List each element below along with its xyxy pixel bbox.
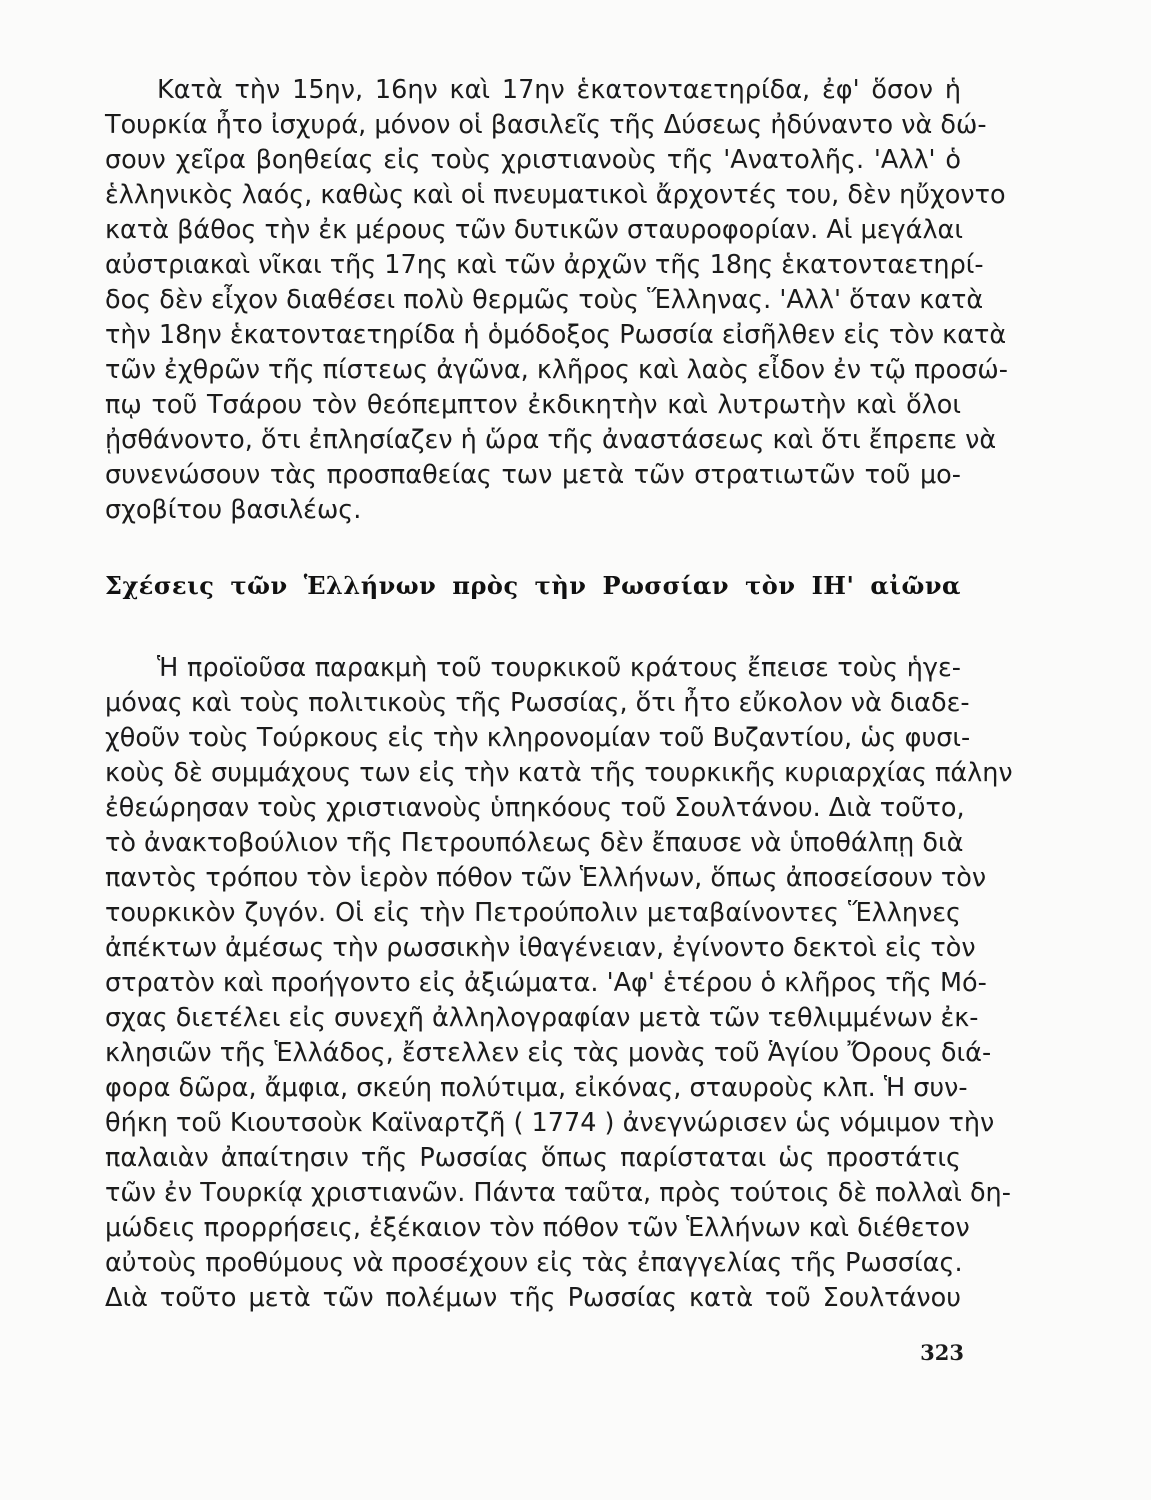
- text-line: ἀπέκτων ἀμέσως τὴν ρωσσικὴν ἰθαγένειαν, ἐγίνοντο δεκτοὶ εἰς τὸν: [105, 933, 976, 963]
- text-line: κατὰ βάθος τὴν ἐκ μέρους τῶν δυτικῶν σταυροφορίαν. Αἱ μεγάλαι: [105, 215, 963, 245]
- text-line: ἑλληνικὸς λαός, καθὼς καὶ οἱ πνευματικοὶ ἄρχοντές του, δὲν ηὔχοντο: [105, 180, 1006, 210]
- text-line: θήκη τοῦ Κιουτσοὺκ Καϊναρτζῆ ( 1774 ) ἀνεγνώρισεν ὡς νόμιμον τὴν: [105, 1108, 995, 1138]
- paragraph-intro: [105, 73, 1008, 528]
- text-line: μόνας καὶ τοὺς πολιτικοὺς τῆς Ρωσσίας, ὅτι ἦτο εὔκολον νὰ διαδε-: [105, 688, 970, 718]
- text-line: δος δὲν εἶχον διαθέσει πολὺ θερμῶς τοὺς Ἕλληνας. 'Αλλ' ὅταν κατὰ: [105, 285, 984, 315]
- text-line: συνενώσουν τὰς προσπαθείας των μετὰ τῶν στρατιωτῶν τοῦ μο-: [105, 460, 961, 490]
- text-line: αὐστριακαὶ νῖκαι τῆς 17ης καὶ τῶν ἀρχῶν τῆς 18ης ἑκατονταετηρί-: [105, 250, 984, 280]
- text-line: Κατὰ τὴν 15ην, 16ην καὶ 17ην ἑκατονταετηρίδα, ἐφ' ὅσον ἡ: [157, 75, 961, 105]
- text-line: τὸ ἀνακτοβούλιον τῆς Πετρουπόλεως δὲν ἔπαυσε νὰ ὑποθάλπῃ διὰ: [105, 828, 964, 858]
- text-line: φορα δῶρα, ἄμφια, σκεύη πολύτιμα, εἰκόνας, σταυροὺς κλπ. Ἡ συν-: [105, 1073, 968, 1103]
- section-heading: Σχέσεις τῶν Ἑλλήνων πρὸς τὴν Ρωσσίαν τὸν ΙΗ' αἰῶνα: [105, 571, 961, 600]
- text-line: κοὺς δὲ συμμάχους των εἰς τὴν κατὰ τῆς τουρκικῆς κυριαρχίας πάλην: [105, 758, 1013, 788]
- text-line: αὐτοὺς προθύμους νὰ προσέχουν εἰς τὰς ἐπαγγελίας τῆς Ρωσσίας.: [105, 1248, 963, 1278]
- text-line: Ἡ προϊοῦσα παρακμὴ τοῦ τουρκικοῦ κράτους ἔπεισε τοὺς ἡγε-: [157, 653, 961, 683]
- text-line: τουρκικὸν ζυγόν. Οἱ εἰς τὴν Πετρούπολιν μεταβαίνοντες Ἕλληνες: [105, 898, 961, 928]
- text-line: σουν χεῖρα βοηθείας εἰς τοὺς χριστιανοὺς τῆς 'Ανατολῆς. 'Αλλ' ὁ: [105, 145, 961, 175]
- paragraph-main: [105, 651, 1013, 1316]
- text-line: σχας διετέλει εἰς συνεχῆ ἀλληλογραφίαν μετὰ τῶν τεθλιμμένων ἐκ-: [105, 1003, 979, 1033]
- text-line: τὴν 18ην ἑκατονταετηρίδα ἡ ὁμόδοξος Ρωσσία εἰσῆλθεν εἰς τὸν κατὰ: [105, 320, 1007, 350]
- text-line: χθοῦν τοὺς Τούρκους εἰς τὴν κληρονομίαν τοῦ Βυζαντίου, ὡς φυσι-: [105, 723, 971, 753]
- text-line: πῳ τοῦ Τσάρου τὸν θεόπεμπτον ἐκδικητὴν καὶ λυτρωτὴν καὶ ὅλοι: [105, 390, 961, 420]
- text-line: παλαιὰν ἀπαίτησιν τῆς Ρωσσίας ὅπως παρίσταται ὡς προστάτις: [105, 1143, 961, 1173]
- text-line: κλησιῶν τῆς Ἑλλάδος, ἔστελλεν εἰς τὰς μονὰς τοῦ Ἁγίου Ὄρους διά-: [105, 1038, 992, 1068]
- text-line: Τουρκία ἦτο ἰσχυρά, μόνον οἱ βασιλεῖς τῆς Δύσεως ἠδύναντο νὰ δώ-: [105, 110, 987, 140]
- text-line: ᾐσθάνοντο, ὅτι ἐπλησίαζεν ἡ ὥρα τῆς ἀναστάσεως καὶ ὅτι ἔπρεπε νὰ: [105, 425, 997, 455]
- text-line: Διὰ τοῦτο μετὰ τῶν πολέμων τῆς Ρωσσίας κατὰ τοῦ Σουλτάνου: [105, 1283, 961, 1313]
- page-number: 323: [920, 1340, 964, 1365]
- text-line: μώδεις προρρήσεις, ἐξέκαιον τὸν πόθον τῶν Ἑλλήνων καὶ διέθετον: [105, 1213, 970, 1243]
- text-line: τῶν ἐν Τουρκίᾳ χριστιανῶν. Πάντα ταῦτα, πρὸς τούτοις δὲ πολλαὶ δη-: [105, 1178, 1011, 1208]
- text-line: στρατὸν καὶ προήγοντο εἰς ἀξιώματα. 'Αφ' ἑτέρου ὁ κλῆρος τῆς Μό-: [105, 968, 987, 998]
- text-line: σχοβίτου βασιλέως.: [105, 495, 362, 525]
- text-line: παντὸς τρόπου τὸν ἱερὸν πόθον τῶν Ἑλλήνων, ὅπως ἀποσείσουν τὸν: [105, 863, 987, 893]
- text-line: ἐθεώρησαν τοὺς χριστιανοὺς ὑπηκόους τοῦ Σουλτάνου. Διὰ τοῦτο,: [105, 793, 965, 823]
- text-line: τῶν ἐχθρῶν τῆς πίστεως ἀγῶνα, κλῆρος καὶ λαὸς εἶδον ἐν τῷ προσώ-: [105, 355, 1008, 385]
